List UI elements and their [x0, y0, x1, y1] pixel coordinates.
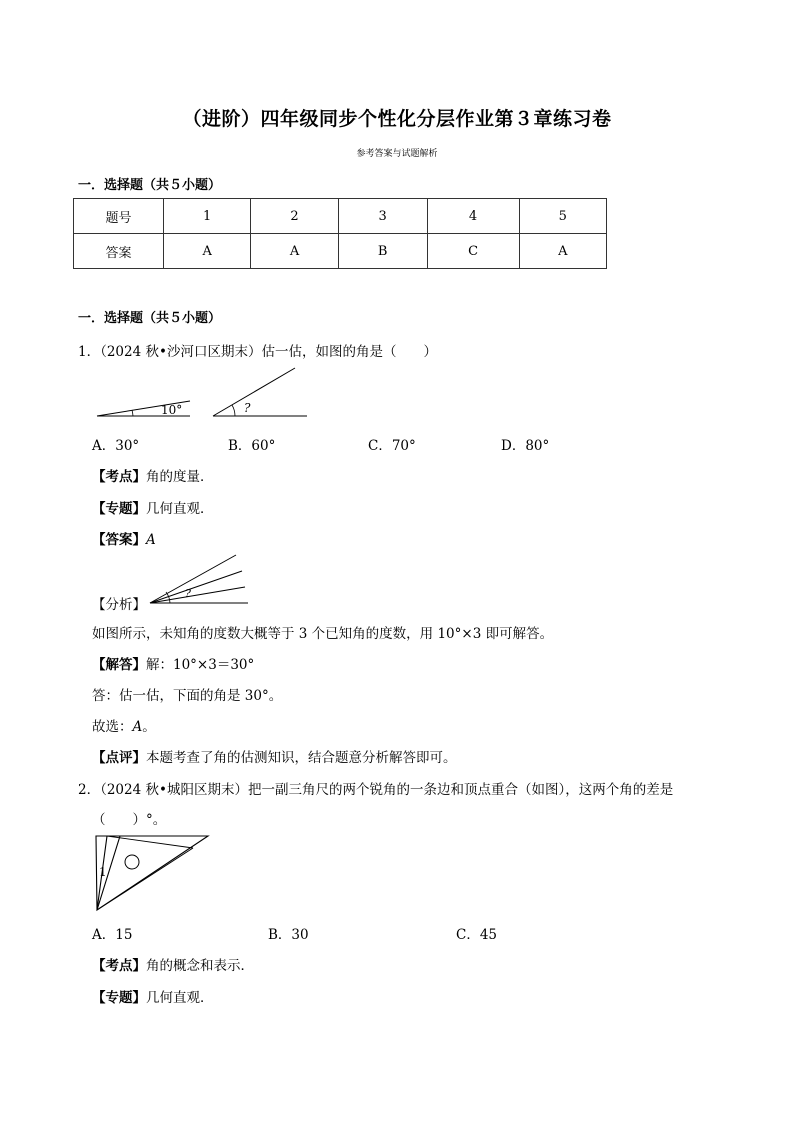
dianping-tag: 【点评】	[92, 750, 146, 766]
q1-option-b: B．60°	[228, 438, 276, 454]
q1-option-a: A．30°	[92, 438, 140, 454]
table-cell: 5	[519, 199, 606, 234]
q1-stem: 1．（2024 秋•沙河口区期末）估一估，如图的角是（ ）	[78, 344, 437, 360]
q1-fenxi-tag: 【分析】	[92, 597, 146, 613]
kaodian-text: 角的度量．	[146, 469, 214, 485]
table-cell: 3	[338, 199, 427, 234]
zhuanti-text: 几何直观．	[146, 501, 214, 517]
table-cell: 2	[251, 199, 338, 234]
page-title: （进阶）四年级同步个性化分层作业第３章练习卷	[182, 108, 612, 130]
kaodian-text: 角的概念和表示．	[146, 958, 254, 974]
jieda-text: 解：10°×3＝30°	[146, 657, 255, 673]
table-cell: B	[338, 234, 427, 269]
table-cell: A	[164, 234, 251, 269]
q1-analysis-angle-label: ?	[185, 587, 191, 600]
kaodian-tag: 【考点】	[92, 958, 146, 974]
q1-known-angle-label: 10°	[161, 403, 183, 417]
table-cell: 答案	[74, 234, 164, 269]
section-heading-questions: 一．选择题（共５小题）	[78, 311, 222, 326]
q2-stem-line1: 2．（2024 秋•城阳区期末）把一副三角尺的两个锐角的一条边和顶点重合（如图），这两个角的差是	[78, 782, 674, 798]
jieda-tag: 【解答】	[92, 657, 146, 673]
zhuanti-tag: 【专题】	[92, 501, 146, 517]
q1-fenxi-text: 如图所示，未知角的度数大概等于 3 个已知角的度数，用 10°×3 即可解答。	[92, 626, 554, 642]
q1-da: 答：估一估，下面的角是 30°。	[92, 688, 283, 704]
guxuan-prefix: 故选：	[92, 719, 133, 735]
kaodian-tag: 【考点】	[92, 469, 146, 485]
table-cell: 4	[427, 199, 519, 234]
dianping-text: 本题考查了角的估测知识，结合题意分析解答即可。	[146, 750, 457, 766]
table-cell: 题号	[74, 199, 164, 234]
q2-triangle-rulers-figure	[96, 836, 208, 910]
table-cell: A	[251, 234, 338, 269]
q1-answer	[92, 528, 156, 548]
zhuanti-text: 几何直观．	[146, 990, 214, 1006]
q1-kaodian	[92, 465, 214, 485]
q2-option-a: A．15	[92, 927, 133, 943]
q2-figure-label: 1	[99, 865, 107, 879]
table-cell: A	[519, 234, 606, 269]
q2-kaodian	[92, 954, 254, 974]
q1-known-angle-figure	[97, 401, 190, 417]
q1-guxuan	[92, 715, 156, 735]
answer-tag: 【答案】	[92, 532, 146, 548]
page-subtitle: 参考答案与试题解析	[356, 149, 438, 159]
q2-stem-line2: （ ）°。	[92, 812, 167, 828]
q2-zhuanti	[92, 986, 214, 1006]
guxuan-value: A	[132, 719, 143, 735]
section-heading-answers: 一．选择题（共５小题）	[78, 178, 222, 193]
q1-jieda	[92, 653, 254, 673]
q1-dianping	[92, 746, 457, 766]
q1-option-c: C．70°	[368, 438, 416, 454]
q1-option-d: D．80°	[501, 438, 550, 454]
q2-option-c: C．45	[456, 927, 498, 943]
q1-unknown-angle-figure	[213, 368, 307, 416]
table-cell: C	[427, 234, 519, 269]
q2-option-b: B．30	[268, 927, 309, 943]
q1-unknown-angle-label: ?	[244, 401, 251, 415]
table-cell: 1	[164, 199, 251, 234]
q1-zhuanti	[92, 497, 214, 517]
q1-analysis-figure	[150, 555, 248, 603]
answer-value: A	[146, 532, 156, 548]
zhuanti-tag: 【专题】	[92, 990, 146, 1006]
guxuan-suffix: 。	[142, 719, 156, 735]
